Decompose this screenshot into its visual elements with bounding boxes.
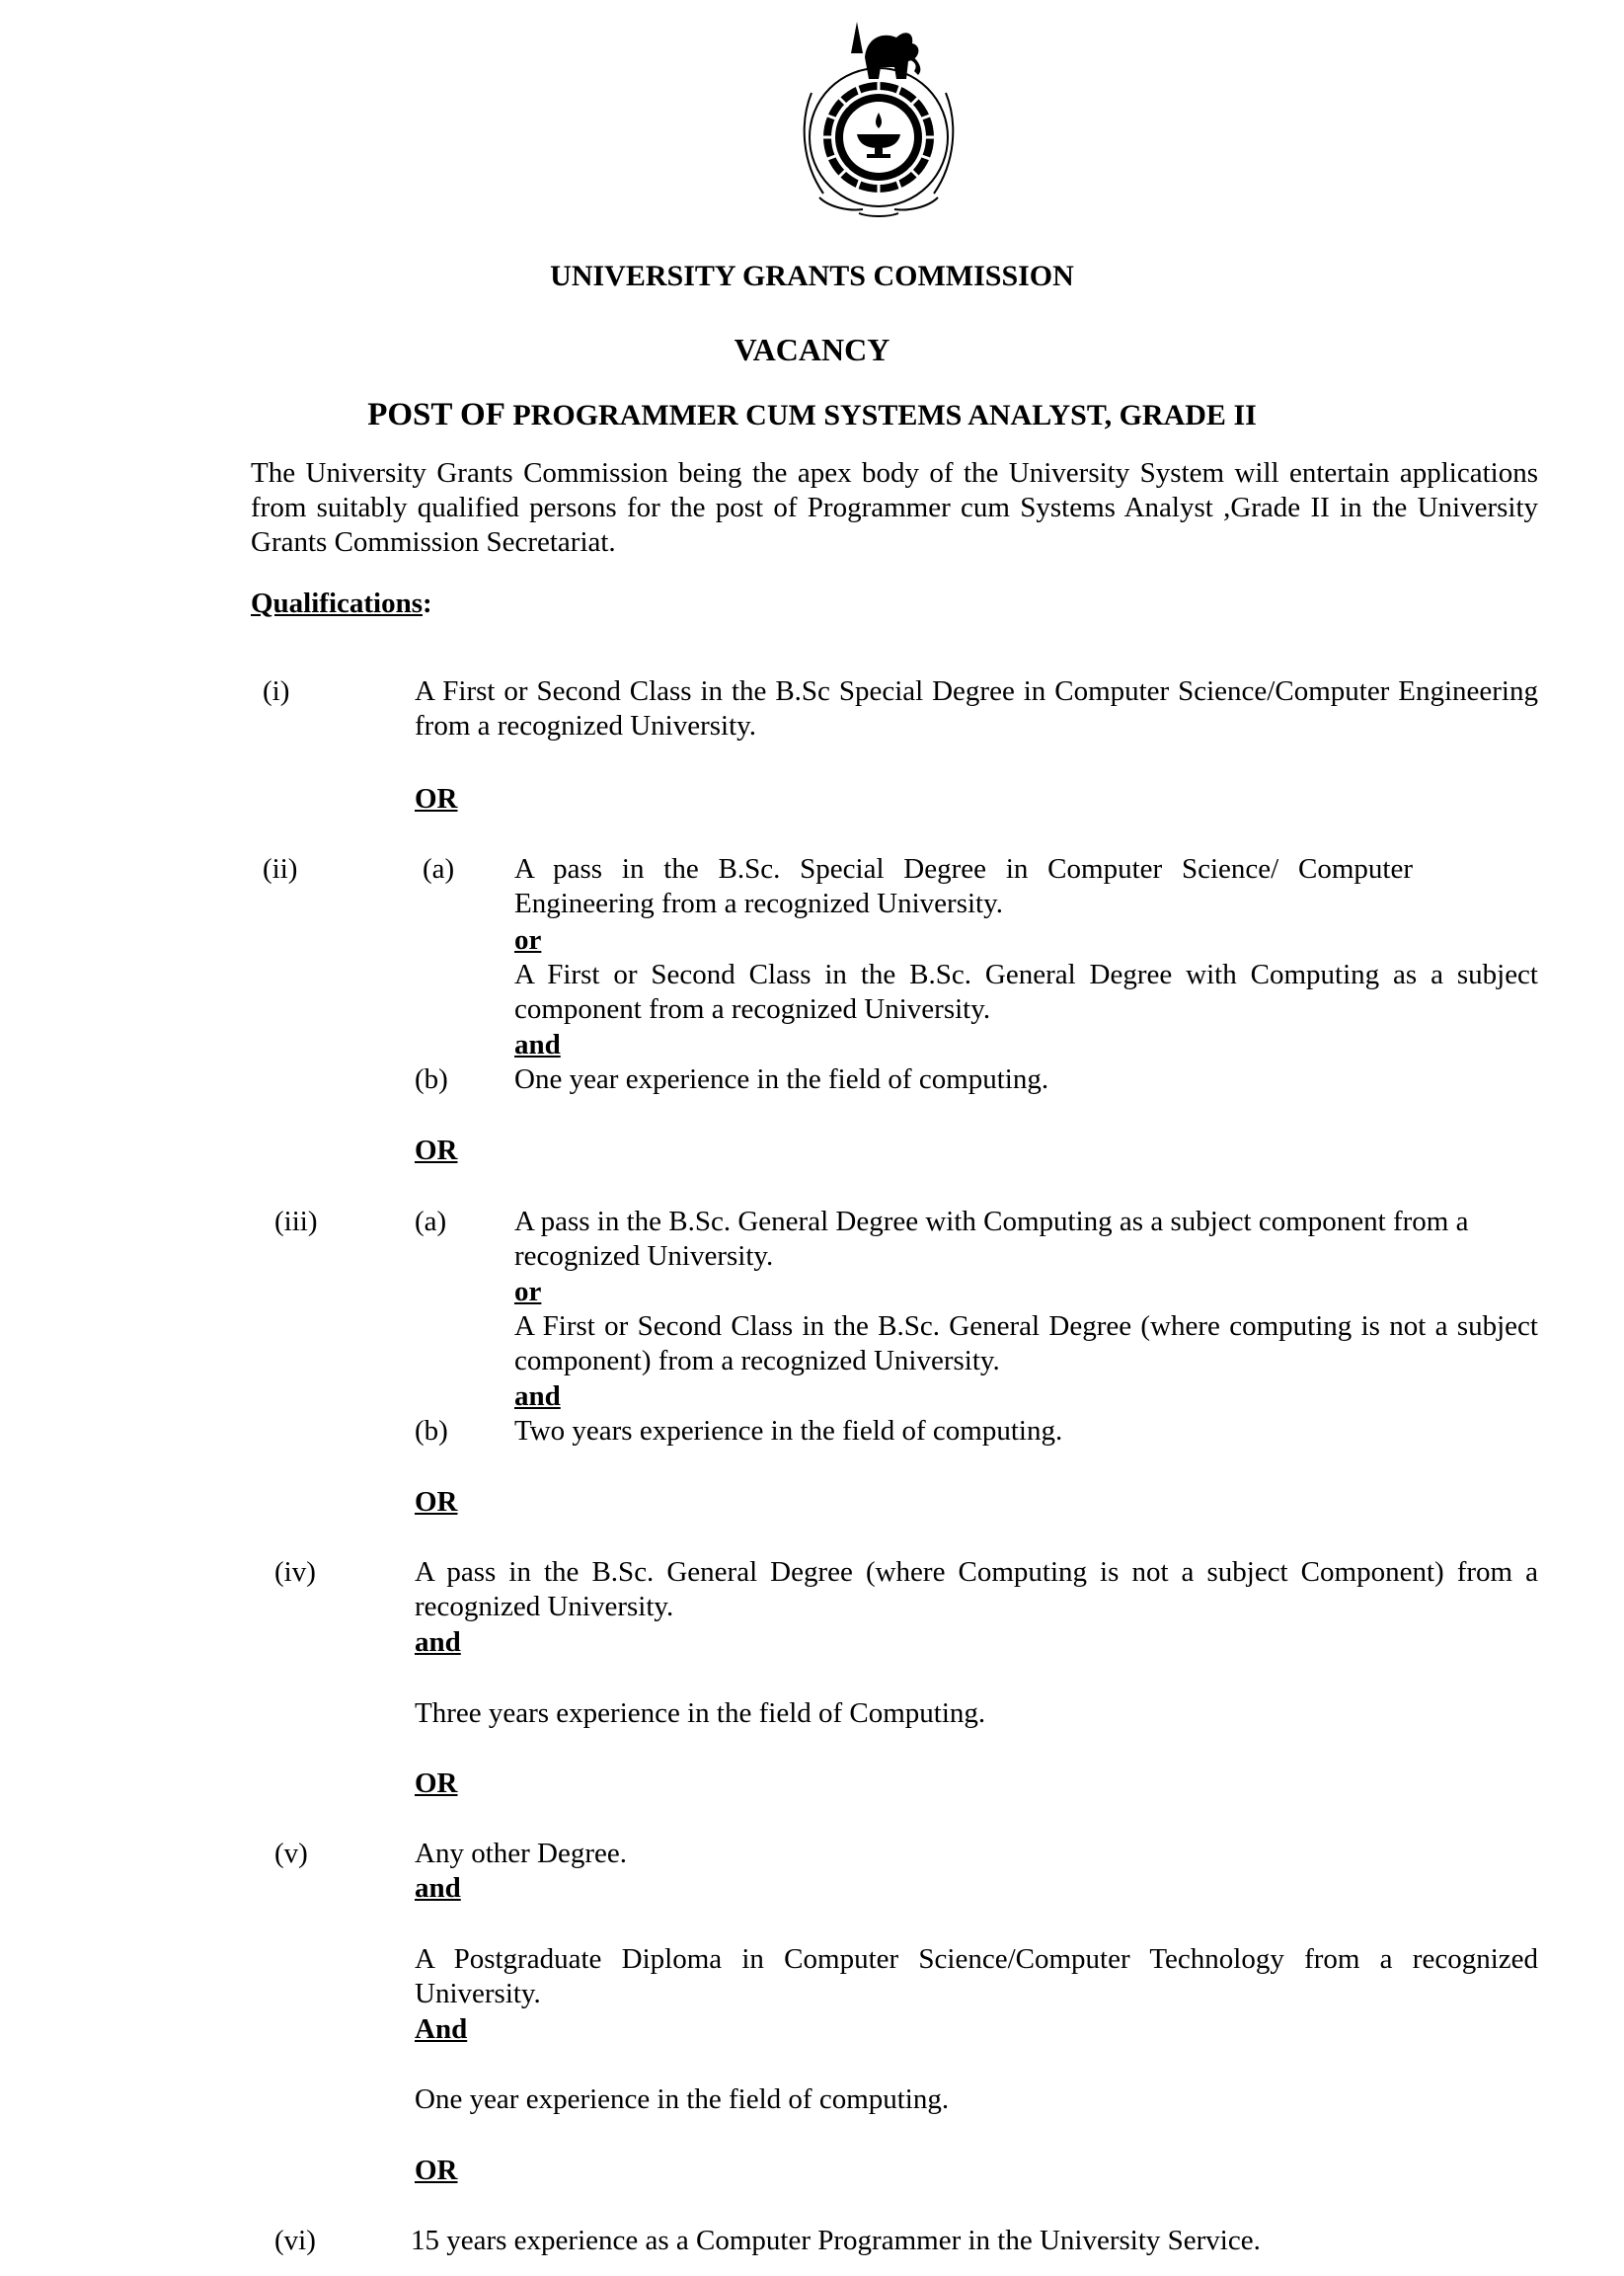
vacancy-title: VACANCY [734,332,890,367]
crest-motto [859,213,898,216]
item-ii-number: (ii) [263,853,298,885]
item-iii-a-text2: A First or Second Class in the B.Sc. General Degree (where computing is not a subject component) from a recognized University. [514,1310,1538,1376]
org-title: UNIVERSITY GRANTS COMMISSION [550,260,1074,292]
item-iii-or: or [514,1276,542,1307]
item-ii-or: or [514,924,542,956]
qualifications-heading: Qualifications: [251,588,432,619]
post-title [0,397,1624,433]
item-ii-a-text2: A First or Second Class in the B.Sc. General Degree with Computing as a subject component from a recognized University. [514,959,1538,1025]
item-v-and1: and [415,1872,461,1904]
intro-paragraph: The University Grants Commission being the apex body of the University System will entertain applications from suitably qualified persons for the post of Programmer cum Systems Analyst ,Grade II in the University Grants Commission Secretariat. [251,457,1538,558]
or-separator-3: OR [415,1486,458,1518]
item-iii-b-text: Two years experience in the field of computing. [514,1415,1063,1447]
item-ii-b-label: (b) [415,1063,448,1095]
item-v-text3: One year experience in the field of computing. [415,2083,950,2115]
item-iv-number: (iv) [274,1556,316,1588]
post-name: PROGRAMMER CUM SYSTEMS ANALYST, GRADE II [512,399,1257,432]
or-separator-2: OR [415,1135,458,1166]
item-v-text1: Any other Degree. [415,1838,627,1869]
item-iii-a-label: (a) [415,1206,447,1237]
item-vi-number: (vi) [274,2225,316,2256]
item-iii-b-label: (b) [415,1415,448,1447]
item-iii-number: (iii) [274,1206,318,1237]
item-ii-b-text: One year experience in the field of computing. [514,1063,1049,1095]
item-iii-a-text1: A pass in the B.Sc. General Degree with Computing as a subject component from a recognized University. [514,1206,1469,1272]
item-i-text: A First or Second Class in the B.Sc Special Degree in Computer Science/Computer Engineering from a recognized University. [415,675,1538,742]
or-separator-4: OR [415,1767,458,1799]
item-iv-and: and [415,1626,461,1658]
item-i-number: (i) [263,675,290,707]
item-v-and2: And [415,2013,468,2045]
item-ii-and: and [514,1029,561,1060]
post-prefix: POST OF [367,397,505,432]
item-vi-text: 15 years experience as a Computer Programmer in the University Service. [411,2225,1261,2256]
item-iii-and: and [514,1380,561,1412]
or-separator-1: OR [415,783,458,815]
item-ii-a-label: (a) [423,853,455,885]
item-v-text2: A Postgraduate Diploma in Computer Science/Computer Technology from a recognized University. [415,1943,1538,2009]
item-ii-a-text1: A pass in the B.Sc. Special Degree in Computer Science/ Computer Engineering from a recognized University. [514,853,1413,919]
or-separator-5: OR [415,2155,458,2186]
item-iv-text2: Three years experience in the field of Computing. [415,1697,986,1729]
item-iv-text1: A pass in the B.Sc. General Degree (where Computing is not a subject Component) from a recognized University. [415,1556,1538,1622]
item-v-number: (v) [274,1838,308,1869]
university-crest-seal [780,14,977,221]
